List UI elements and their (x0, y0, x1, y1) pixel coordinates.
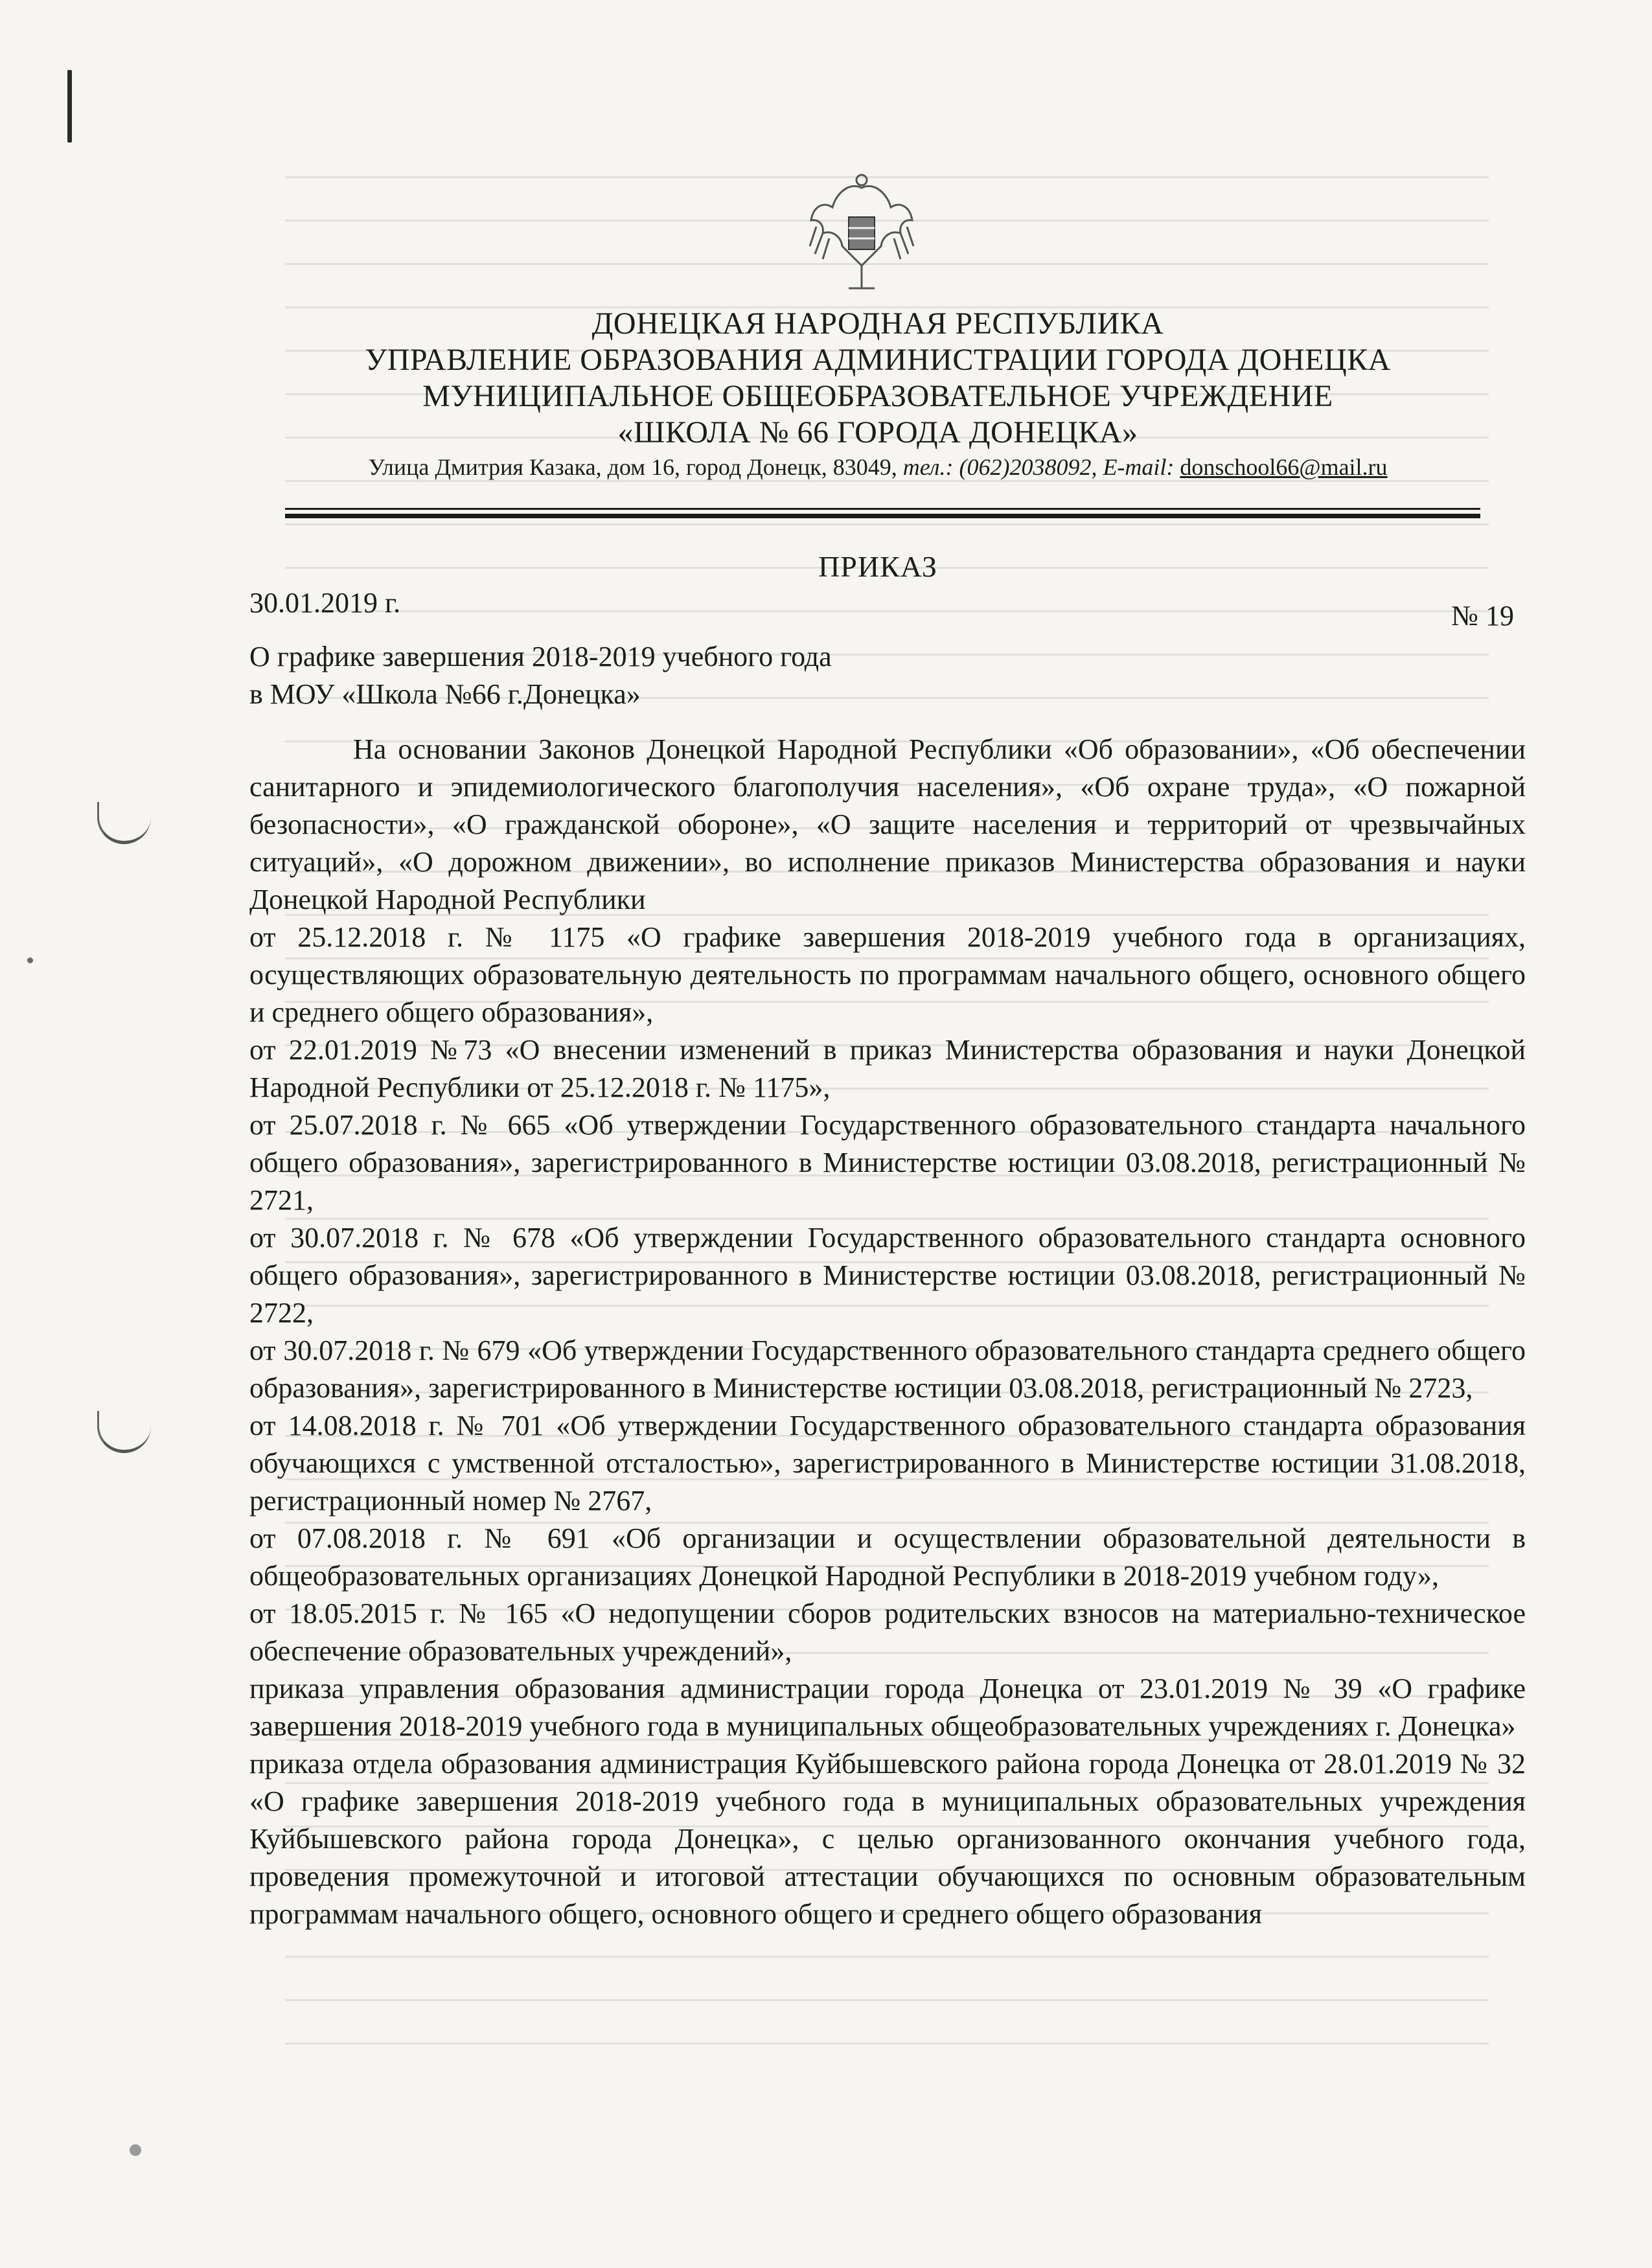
header-rule-thin (285, 508, 1480, 510)
scan-dot (27, 957, 33, 963)
body-paragraph: от 18.05.2015 г. № 165 «О недопущении сборов родительских взносов на материально-техническое обеспечение образовательных учреждений», (249, 1598, 1526, 1667)
coat-of-arms-icon (797, 168, 926, 298)
header-institution-type: МУНИЦИПАЛЬНОЕ ОБЩЕОБРАЗОВАТЕЛЬНОЕ УЧРЕЖДЕНИЕ (422, 379, 1333, 413)
order-number: № 19 (1451, 600, 1514, 632)
body-paragraph: от 25.07.2018 г. № 665 «Об утверждении Государственного образовательного стандарта начального общего образования», зарегистрированного в Министерстве юстиции 03.08.2018, регистрационный № 2721, (249, 1109, 1526, 1216)
subject-line: в МОУ «Школа №66 г.Донецка» (249, 678, 641, 710)
header-school-name: «ШКОЛА № 66 ГОРОДА ДОНЕЦКА» (617, 415, 1138, 450)
contacts-text: тел.: (062)2038092, E-mail: (902, 454, 1175, 480)
scan-edge-mark (67, 70, 72, 143)
punch-hole (97, 1411, 151, 1453)
header-department: УПРАВЛЕНИЕ ОБРАЗОВАНИЯ АДМИНИСТРАЦИИ ГОРОДА ДОНЕЦКА (365, 343, 1391, 377)
body-paragraph: от 25.12.2018 г. № 1175 «О графике завершения 2018-2019 учебного года в организациях, осуществляющих образовательную деятельность по программам начального общего, основного общего и среднего общего образования», (249, 921, 1526, 1028)
punch-hole (97, 802, 151, 844)
header-republic: ДОНЕЦКАЯ НАРОДНАЯ РЕСПУБЛИКА (591, 306, 1164, 341)
body-paragraph: от 30.07.2018 г. № 678 «Об утверждении Государственного образовательного стандарта основного общего образования», зарегистрированного в Министерстве юстиции 03.08.2018, регистрационный № 2722, (249, 1222, 1526, 1329)
order-body (249, 731, 1526, 1933)
body-paragraph: от 22.01.2019 №73 «О внесении изменений в приказ Министерства образования и науки Донецкой Народной Республики от 25.12.2018 г. № 1175», (249, 1034, 1526, 1103)
order-title: ПРИКАЗ (818, 550, 937, 583)
header-rule-thick (285, 514, 1480, 518)
body-paragraph: от 07.08.2018 г. № 691 «Об организации и осуществлении образовательной деятельности в общеобразовательных организациях Донецкой Народной Республики в 2018-2019 учебном году», (249, 1522, 1526, 1592)
body-paragraph: приказа управления образования администрации города Донецка от 23.01.2019 № 39 «О графике завершения 2018-2019 учебного года в муниципальных общеобразовательных учреждениях г. Донецка» (249, 1673, 1526, 1742)
scan-dot (130, 2144, 141, 2156)
order-subject (249, 638, 832, 713)
body-paragraph: от 30.07.2018 г. № 679 «Об утверждении Государственного образовательного стандарта среднего общего образования», зарегистрированного в Министерстве юстиции 03.08.2018, регистрационный № 2723, (249, 1334, 1526, 1404)
body-paragraph: приказа отдела образования администрация Куйбышевского района города Донецка от 28.01.2019 № 32 «О графике завершения 2018-2019 учебного года в муниципальных образовательных учреждения Куйбышевского района города Донецка», с целью организованного окончания учебного года, проведения промежуточной и итоговой аттестации обучающихся по основным образовательным программам начального общего, основного общего и среднего общего образования (249, 1748, 1526, 1930)
address-text: Улица Дмитрия Казака, дом 16, город Донецк, 83049, (368, 454, 897, 480)
subject-line: О графике завершения 2018-2019 учебного года (249, 641, 832, 672)
body-paragraph: от 14.08.2018 г. № 701 «Об утверждении Государственного образовательного стандарта образования обучающихся с умственной отсталостью», зарегистрированного в Министерстве юстиции 31.08.2018, регистрационный номер № 2767, (249, 1410, 1526, 1517)
order-date: 30.01.2019 г. (249, 587, 401, 619)
school-address-line (246, 453, 1509, 481)
body-paragraph: На основании Законов Донецкой Народной Республики «Об образовании», «Об обеспечении санитарного и эпидемиологического благополучия населения», «Об охране труда», «О пожарной безопасности», «О гражданской обороне», «О защите населения и территорий от чрезвычайных ситуаций», «О дорожном движении», во исполнение приказов Министерства образования и науки Донецкой Народной Республики (249, 733, 1526, 915)
email-link[interactable]: donschool66@mail.ru (1180, 454, 1388, 480)
